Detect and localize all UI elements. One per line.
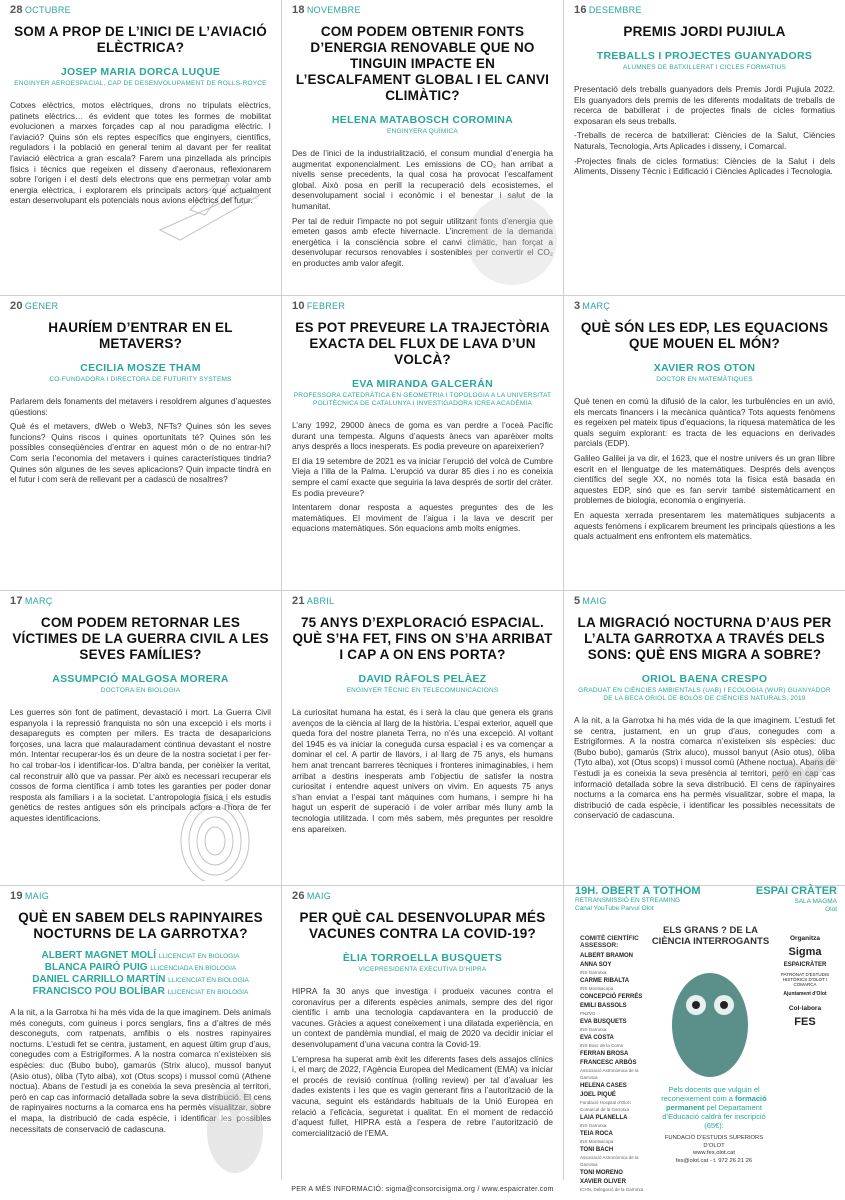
speaker-role: ALUMNES DE BATXILLERAT I CICLES FORMATIUS [622,64,787,71]
speaker-name: ORIOL BAENA CRESPO [641,673,768,685]
event-date: 28 OCTUBRE [10,4,71,16]
speaker-role: ENGINYERA QUÍMICA [387,128,458,135]
teacher-training-note: Pels docents que vulguin el reconeixement com a formació permanent pel Departament d’Educació caldrà fer inscripció (65€): [661,1085,767,1130]
event-title: LA MIGRACIÓ NOCTURNA D’AUS PER L’ALTA GARROTXA A TRAVÉS DELS SONS: QUÈ ENS MIGRA A SOBRE? [577,615,832,662]
event-card [0,0,281,295]
event-card [0,296,281,591]
fingerprint-illustration-icon [170,791,260,881]
speaker-entry: BLANCA PAIRÓ PUIG LLICENCIADA EN BIOLOGIA [44,962,237,973]
event-title: QUÈ SÓN LES EDP, LES EQUACIONS QUE MOUEN EL MÓN? [580,320,829,351]
event-title: PER QUÈ CAL DESENVOLUPAR MÉS VACUNES CONTRA LA COVID-19? [299,910,546,941]
stream-channel: Canal YouTube Parvuí Olot [575,905,654,912]
speaker-role: PROFESSORA CATEDRÀTICA EN GEOMETRIA I TOPOLOGIA A LA UNIVERSITAT POLITÈCNICA DE CATALUNYA I INVESTIGADORA ICREA ACADÈMIA [293,392,552,407]
speaker-role: DOCTOR EN MATEMÀTIQUES [656,376,753,383]
page-footer: PER A MÉS INFORMACIÓ: sigma@consorcisigma.org / www.espaicrater.com [291,1186,554,1193]
airplane-illustration-icon [150,170,270,250]
event-date: 19 MAIG [10,890,50,902]
speaker-entry: ALBERT MAGNET MOLÍ LLICENCIAT EN BIOLOGIA [41,950,240,961]
event-card [282,296,563,591]
event-date: 26 MAIG [292,890,332,902]
speaker-name: EVA MIRANDA GALCERÁN [352,378,493,390]
event-description: Cotxes elèctrics, motos elèctriques, drons no tripulats elèctrics, patinets elèctrics… és evident que totes les formes de mobilitat evolucionen a marxes forçades cap al nou paradigma elèctric. I l’aviació? Quins són els reptes específics que enginyers, científics, reguladors i la població en general tenim al davant per fer realitat l’aviació elèctrica a gran escala? Farem una pinzellada als principis físics i tècnics que regeixen el disseny d’aeronaus, reflexionarem sobre l’origen i el destí dels electrons que ens permetran volar amb energia elèctrica, i explorarem els principals actors que actualment estan desenvolupant els potencials nous avions elèctrics del futur. [10,100,271,206]
event-date: 20 GENER [10,300,59,312]
event-description: Parlarem dels fonaments del metavers i resoldrem algunes d’aquestes qüestions: Què és el metavers, dWeb o Web3, NFTs? Quines són les seves funcions? Quins riscos i quines oportunitats té? Quines són les possibles conseqüències d’entrar en aquest món o de no entrar-hi? Com seria l’economia del metavers i quines característiques tindria? Quines són algunes de les seves aplicacions? Quin impacte tindrà en el futur i com serà de rellevant per a cadascú de nosaltres? [10,396,271,485]
event-description: Les guerres són font de patiment, devastació i mort. La Guerra Civil espanyola i la repressió franquista no són una excepció i els morts i desapareguts es compten per milers. Es tracta de desaparicions forçoses, una lacra que malauradament continua devastant el nostre món. Intentar recuperar-los és un deure de la nostra societat i per fer-ho cal trobar-los i identificar-los. D’altra banda, per conèixer la veritat, cal reconstruir allò que va passar. Per això es necessari recuperar els cossos de forma científica i amb totes les garanties per poder donar resposta als familiars i a la societat. L’antropologia física i els estudis genètics de restes antigues són els principals actors a l’hora de fer aquestes identificacions. [10,707,271,823]
speaker-name: CECILIA MOSZE THAM [80,362,201,374]
event-title: COM PODEM OBTENIR FONTS D’ENERGIA RENOVABLE QUE NO TINGUIN IMPACTE EN L’ESCALFAMENT GLOBAL I EL CANVI CLIMÀTIC? [295,24,550,103]
event-title: ES POT PREVEURE LA TRAJECTÒRIA EXACTA DEL FLUX DE LAVA D’UN VOLCÀ? [295,320,550,367]
event-description: Què tenen en comú la difusió de la calor, les turbulències en un avió, els mercats financers i la mecànica quàntica? Tots aquests fenòmens es regeixen pel mateix tipus d’equacions, la riquesa matemàtica de les quals seguim explorant: es tracta de les equacions en derivades parcials (EDP). Galileo Galilei ja va dir, el 1623, que el nostre univers és un gran llibre escrit en el llenguatge de les matemàtiques. Després dels avenços científics del segle XX, no només tota la física està basada en aquestes EDP, sinó que es fan servir també sistemàticament en problemes de biologia, economia o enginyeria. En aquesta xerrada presentarem les matemàtiques subjacents a aquests fenòmens i explicarem breument les principals qüestions a les quals actualment ens enfrontem els matemàtics. [574,396,835,542]
event-date: 5 MAIG [574,595,607,607]
speaker-role: DOCTORA EN BIOLOGIA [100,687,181,694]
speaker-role: ENGINYER TÈCNIC EN TELECOMUNICACIONS [346,687,499,694]
event-description: La curiositat humana ha estat, és i serà la clau que genera els grans avenços de la ciència al llarg de la història. L’espai exterior, aquell que queda fora del nostre planeta Terra, no n’és una excepció. Al voltant del 1945 es va iniciar la coneguda cursa espacial i es va començar a dominar el cel. A partir de llavors, i al llarg de 75 anys, els humans hem anat trencant barreres tècniques i fronteres inimaginables, i hem arribat a destins inesperats amb l’objectiu de satisfer la nostra curiositat i entendre aquest univers on vivim. En aquests 75 anys s’han enviat a l’espai tant màquines com humans, i sempre hi ha hagut un esperit de superació i de voler arribar més lluny amb la tecnologia utilitzada. I com més sabem, més preguntes per resoldre ens apareixen. [292,707,553,834]
sigma-logo: Sigma [788,946,822,958]
bird-illustration-icon [764,741,844,801]
event-date: 16 DESEMBRE [574,4,642,16]
venue-name: ESPAI CRÀTER [755,885,837,897]
contact-info: FUNDACIÓ D’ESTUDIS SUPERIORS D’OLOT www.fes.olot.cat fes@olot.cat - t. 972 26 21 26 [655,1135,773,1165]
speaker-entry: DANIEL CARRILLO MARTÍN LLICENCIAT EN BIOLOGIA [32,974,249,985]
event-description: HIPRA fa 30 anys que investiga i produeix vacunes contra el coronavirus per a diferents espècies animals, sempre des del rigor científic i amb una tecnologia capdavantera en la producció de vacunes. Gràcies a aquest coneixement i una dilatada experiència, en un context de pandèmia mundial, el maig de 2020 va decidir iniciar el desenvolupament d’una vacuna contra la Covid-19. L’empresa ha superat amb èxit les diferents fases dels assajos clínics i, el març de 2022, l’Agència Europea del Medicament (EMA) va iniciar el procés de revisió contínua (rolling review) per tal d’avaluar les dades existents i les que es vagin generant fins a l’autorització de la vacuna, seguint els estàndards habituals de la Unió Europea en relació a l’eficàcia, seguretat i qualitat. En el moment de redacció d’aquest fullet, HIPRA està a l’espera de rebre l’autorització de comercialització de l’EMA. [292,986,553,1138]
event-description: Des de l’inici de la industrialització, el consum mundial d’energia ha augmentat exponencialment. Les emissions de CO₂ han arribat a nivells sense precedents, la qual cosa ha provocat l’escalfament global. Això posa en perill la recuperació dels ecosistemes, el desenvolupament social i econòmic i el benestar i salut de la humanitat. Per tal de reduir l’impacte no pot seguir utilitzant fonts d’energia que emeten gasos amb efecte hivernacle. L’increment de la demanda energètica i la consciència sobre el canvi climàtic, han forçat a desenvolupar recursos renovables i sostenibles per convertir el CO₂ en productes amb valor afegit. [292,148,553,268]
event-title: HAURÍEM D’ENTRAR EN EL METAVERS? [48,320,233,351]
website-link[interactable]: www.fes.olot.cat [693,1150,735,1156]
event-card [564,296,845,591]
organizers: Organitza Sigma ESPAICRÀTER PATRONAT D'ESTUDIS HISTÒRICS D'OLOT I COMARCA Ajuntament d'Olot Col·labora FES [775,935,835,1032]
event-description: L’any 1992, 29000 ànecs de goma es van perdre a l’oceà Pacífic durant una tempesta. Alguns d’aquests ànecs van aparèixer molts anys després a llocs inesperats. Es podia preveure on apareixerien? El dia 19 setembre de 2021 es va iniciar l’erupció del volcà de Cumbre Vieja a l’illa de la Palma. L’erupció va durar 85 dies i no es coneixia sempre el camí exacte que seguiria la lava després de sortir del cràter. Es podia preveure? Intentarem donar resposta a aquestes preguntes des de les matemàtiques. El moviment de l’aigua i la lava ve descrit per equacions matemàtiques. Són equacions amb molts enigmes. [292,420,553,534]
scientific-committee: COMITÈ CIENTÍFIC ASSESSOR: ALBERT BRAMON ANNA SOY INS Garrotxa CARME RIBALTA INS Montsacopa CONCEPCIÓ FERRÉS EMILI BASSOLS PNZVG EVA BUSQUETS INS Garrotxa EVA COSTA INS Bosc de la Coma FERRAN BROSA FRANCESC ARBÓS Associació Astronòmica de la Garrotxa HELENA CASES JOEL PIQUÉ Fundació Hospital d’Olot i Comarcal de la Garrotxa LAIA PLANELLA INS Garrotxa TEIA ROCA INS Montsacopa TONI BACH Associació Astronòmica de la Garrotxa TONI MORENO XAVIER OLIVER ICHN, Delegació de la Garrotxa [580,935,644,1192]
event-date: 18 NOVEMBRE [292,4,361,16]
venue-room: SALA MAGMA Olot [794,898,837,913]
poster-title: ELS GRANS ? DE LA CIÈNCIA INTERROGANTS [651,925,770,947]
moon-illustration-icon [462,190,562,290]
email-link[interactable]: fes@olot.cat - t. 972 26 21 26 [675,1157,753,1164]
speakers-list [10,950,271,997]
event-title: QUÈ EN SABEM DELS RAPINYAIRES NOCTURNS DE LA GARROTXA? [18,910,263,941]
event-title: 75 ANYS D’EXPLORACIÓ ESPACIAL. QUÈ S’HA FET, FINS ON S’HA ARRIBAT I CAP A ON ENS PORTA? [292,615,553,662]
speaker-role: ENGINYER AEROESPACIAL, CAP DE DESENVOLUPAMENT DE ROLLS-ROYCE [14,80,267,87]
event-card [282,0,563,295]
espaicrater-logo: ESPAICRÀTER [783,962,827,968]
ajuntament-logo: Ajuntament d'Olot [783,991,827,997]
event-date: 3 MARÇ [574,300,611,312]
schedule-time: 19H. OBERT A TOTHOM [575,885,701,897]
speaker-name: ASSUMPCIÓ MALGOSA MORERA [52,673,229,685]
speaker-entry: FRANCISCO POU BOLÍBAR LLICENCIAT EN BIOLOGIA [32,986,249,997]
speaker-role: VICEPRESIDENTA EXECUTIVA D’HIPRA [358,966,487,973]
patronat-logo: PATRONAT D'ESTUDIS HISTÒRICS D'OLOT I COMARCA [780,972,830,987]
event-card [282,886,563,1180]
speaker-name: ÈLIA TORROELLA BUSQUETS [342,952,503,964]
speaker-name: JOSEP MARIA DORCA LUQUE [60,66,221,78]
event-title: COM PODEM RETORNAR LES VÍCTIMES DE LA GUERRA CIVIL A LES SEVES FAMÍLIES? [12,615,269,662]
event-card [0,886,281,1180]
event-card [282,591,563,886]
event-date: 10 FEBRER [292,300,346,312]
event-title: PREMIS JORDI PUJIULA [623,24,786,39]
event-description: A la nit, a la Garrotxa hi ha més vida de la que imaginem. L’estudi fet se centra, justament, en un grup d’aus, conegudes com a Estrigiformes. A la nostra comarca n’existeixen sis espècies: duc (Bubo bubo), gamarús (Strix aluco), mussol banyut (Asio otus), òliba (Tyto alba), xot (Otus scops) i mussol comú (Athene noctua). Abans de l’estudi ja es coneixia la seva presència al territori, però en cap cas informació detallada sobre la seva distribució. El cens de rapinyaires nocturns a la comarca ens ha permès visualitzar, sobre el mapa, la distribució de cada espècie, i identificar les possibles necessitats de conservació de cadascuna. [574,715,835,821]
owl-poster-illustration-icon [660,955,760,1080]
stream-label: RETRANSMISSIÓ EN STREAMING [575,897,681,904]
fes-logo: FES [794,1016,816,1028]
event-description: A la nit, a la Garrotxa hi ha més vida de la que imaginem. Dels animals més coneguts, com guineus i porcs senglars, fins a d’altres de més desconeguts, com ratpenats, amfibis o els nostres rapinyaires nocturns. L’estudi fet se centra, justament, en aquest últim grup d’aus, conegudes com a Estrigiformes. A la nostra comarca n’existeixen sis espècies: duc (Bubo bubo), gamarús (Strix aluco), mussol banyut (Asio otus), òliba (Tyto alba), xot (Otus scops) i mussol comú (Athene noctua). Abans de l’estudi ja es coneixia la seva presència al territori, però en cap cas informació detallada sobre la seva distribució. El cens de rapinyaires nocturns a la comarca ens ha permès visualitzar, sobre el mapa, la distribució de cada espècie, i identificar les possibles necessitats de conservació de cadascuna. [10,1007,271,1134]
speaker-name: TREBALLS I PROJECTES GUANYADORS [596,50,813,62]
owl-illustration-icon [200,1076,270,1176]
speaker-name: XAVIER ROS OTON [653,362,756,374]
event-description: Presentació dels treballs guanyadors dels Premis Jordi Pujiula 2022. Els guanyadors dels premis de les diferents modalitats de treballs de recerca de batxillerat i de projectes finals de cicles formatius exposaran els seus treballs. -Treballs de recerca de batxillerat: Ciències de la Salut, Ciències Naturals, Tecnologia, Arts Aplicades i disseny, i Comarcal. -Projectes finals de cicles formatius: Ciències de la Salut i dels Aliments, Disseny Tècnic i Edificació i Ciències Aplicades i Tecnologia. [574,84,835,177]
speaker-name: HELENA MATABOSCH COROMINA [331,114,514,126]
event-card [564,591,845,886]
event-card [564,0,845,295]
event-date: 17 MARÇ [10,595,53,607]
speaker-name: DAVID RÀFOLS PELÀEZ [358,673,487,685]
speaker-role: CO-FUNDADORA I DIRECTORA DE FUTURITY SYSTEMS [49,376,232,383]
speaker-role: GRADUAT EN CIÈNCIES AMBIENTALS (UAB) I ECOLOGIA (WUR) GUANYADOR DE LA BECA ORIOL DE BOLÒS DE CIÈNCIES NATURALS, 2019 [578,687,831,702]
event-card [0,591,281,886]
event-date: 21 ABRIL [292,595,335,607]
event-title: SOM A PROP DE L’INICI DE L’AVIACIÓ ELÈCTRICA? [14,24,267,55]
event-info-header [575,885,837,913]
